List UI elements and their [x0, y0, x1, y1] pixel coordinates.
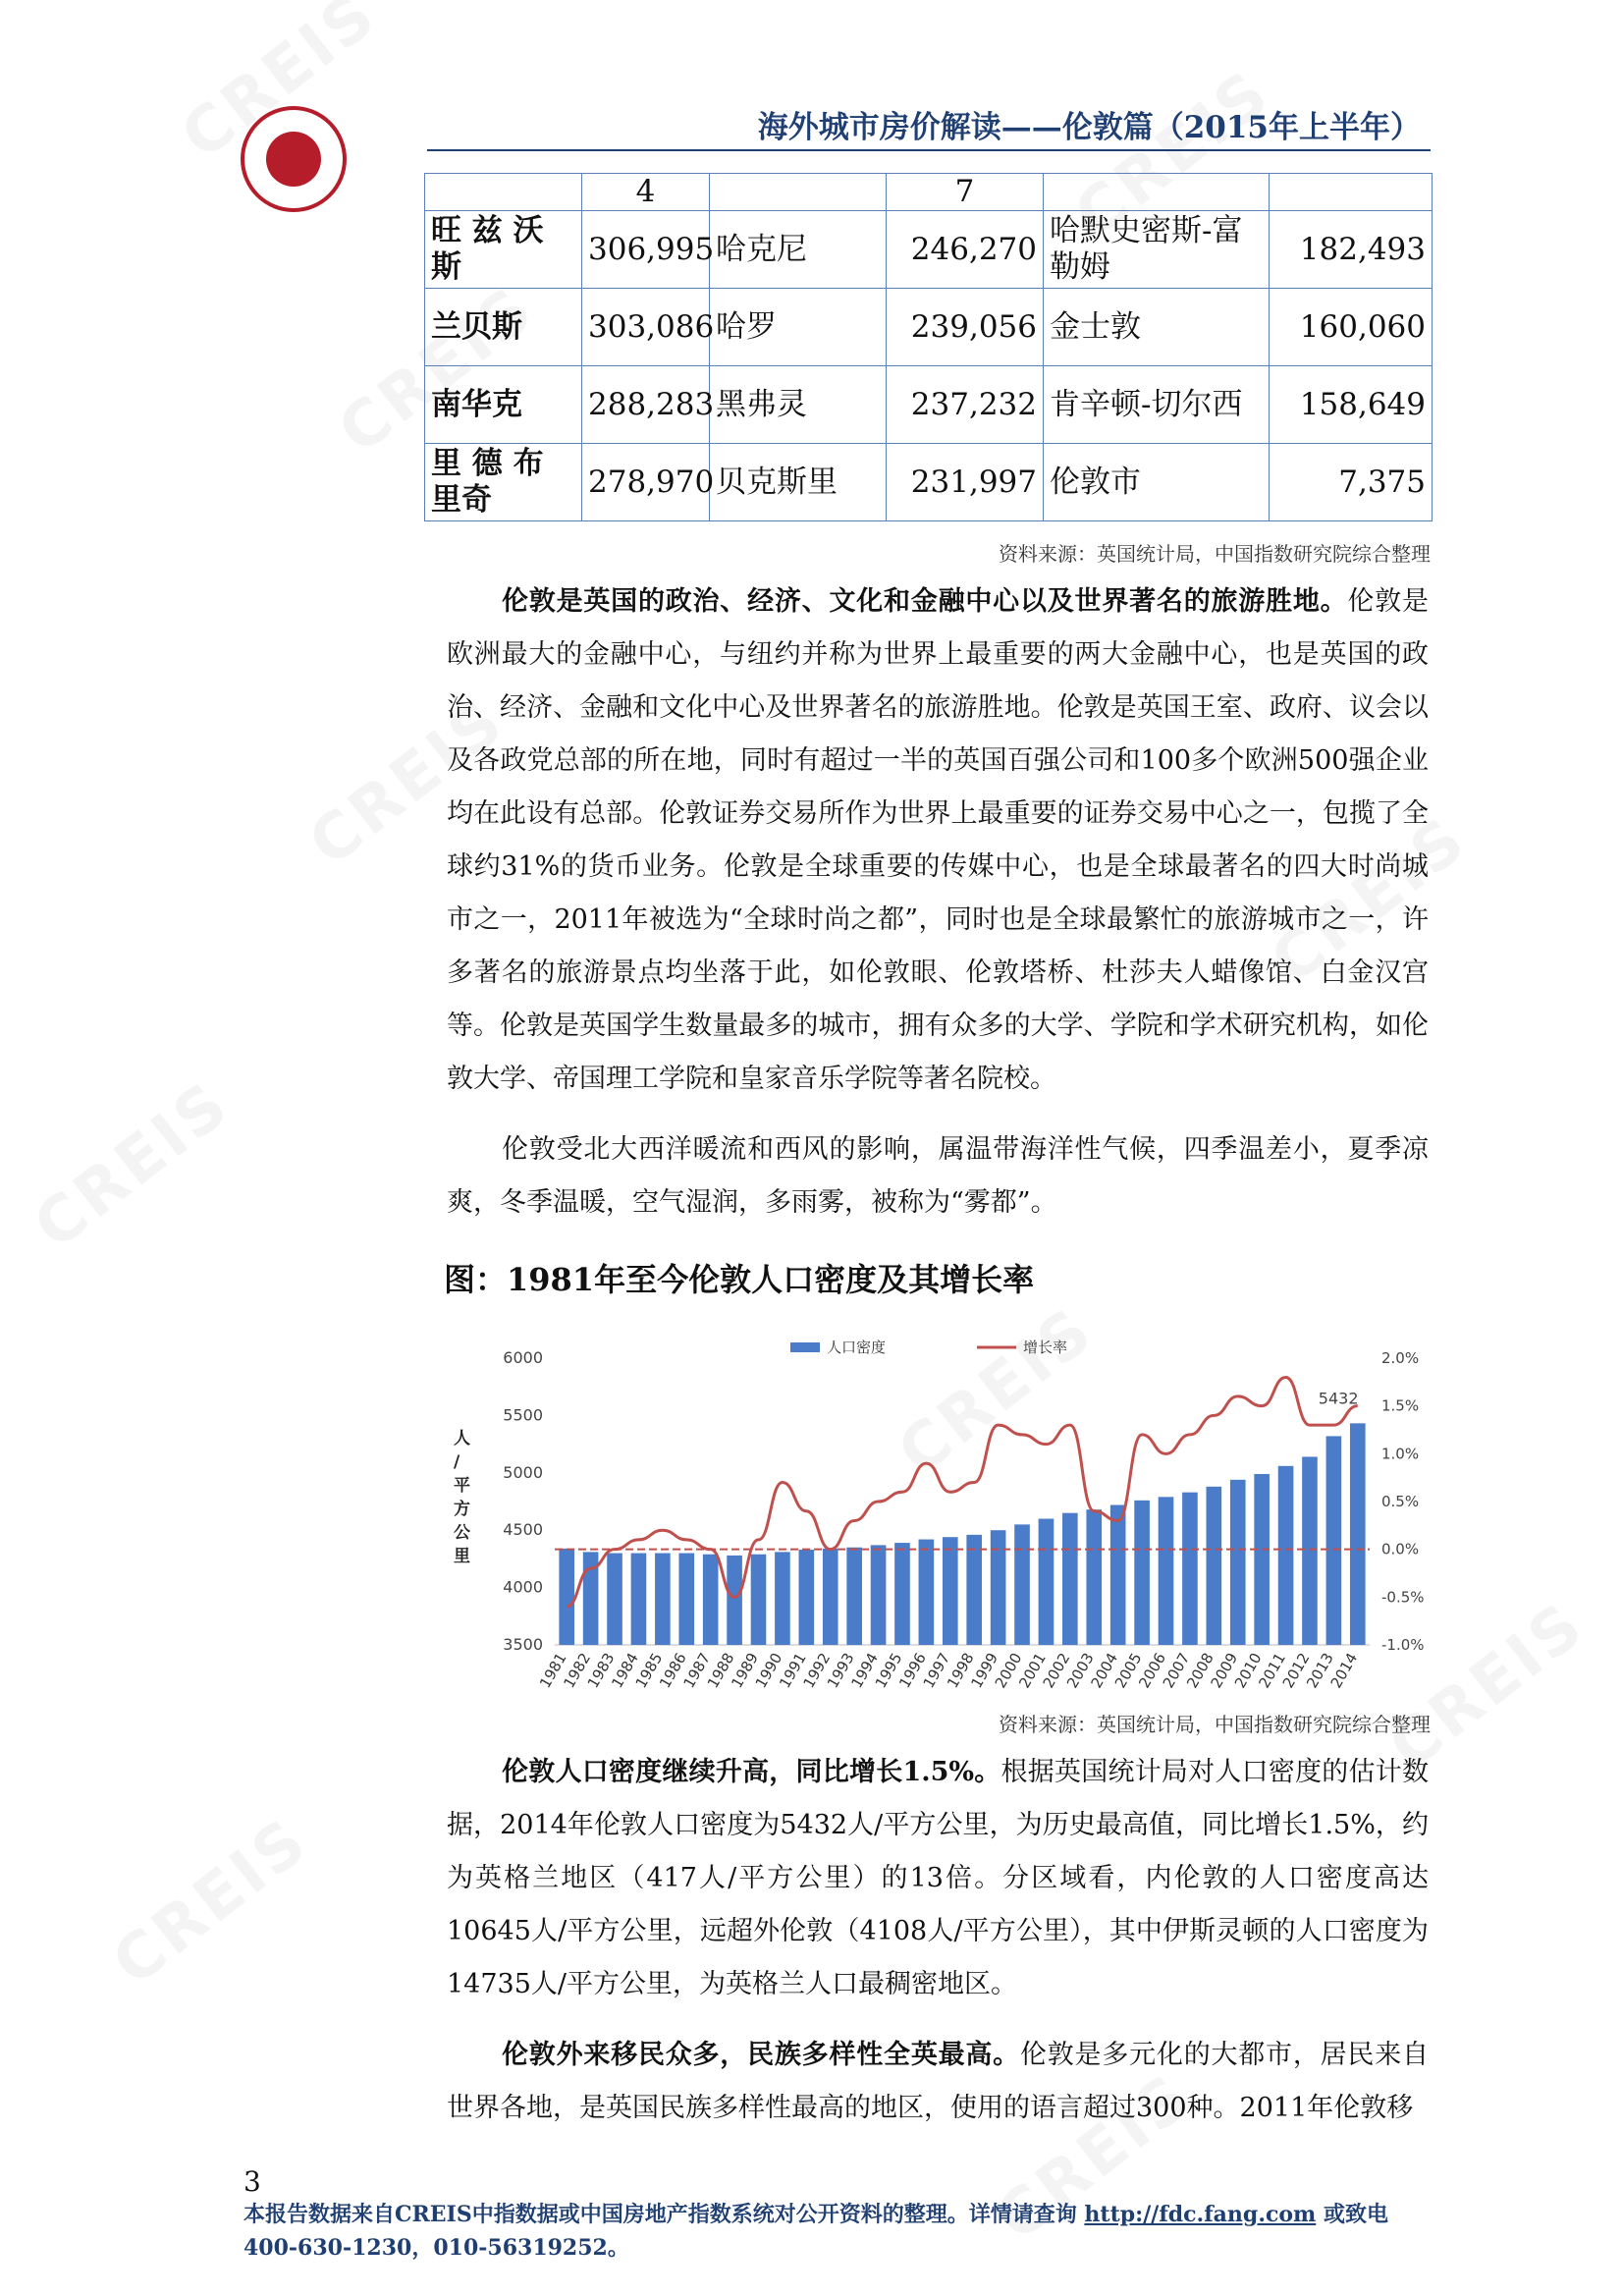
- population-cell: 231,997: [887, 444, 1044, 521]
- population-cell: 160,060: [1270, 289, 1433, 366]
- density-bar: [775, 1552, 790, 1645]
- year-tick-label: 1983: [583, 1650, 619, 1692]
- borough-name-cell: 兰贝斯: [425, 289, 582, 366]
- density-bar: [1302, 1456, 1318, 1645]
- density-bar: [1134, 1501, 1150, 1645]
- right-tick-label: 2.0%: [1381, 1349, 1420, 1367]
- density-bar: [894, 1543, 910, 1645]
- population-density-chart: [432, 1321, 1453, 1733]
- density-bar: [727, 1556, 742, 1645]
- paragraph-population: [447, 1746, 1429, 2011]
- density-bar: [1110, 1505, 1126, 1645]
- year-tick-label: 2000: [991, 1650, 1026, 1692]
- watermark: [22, 1067, 244, 1264]
- borough-name-cell: 旺 兹 沃 斯: [425, 211, 582, 289]
- density-bar: [751, 1555, 767, 1645]
- left-tick-label: 6000: [503, 1348, 543, 1367]
- borough-name-cell: 哈克尼: [710, 211, 887, 289]
- population-cell: [1270, 174, 1433, 211]
- right-tick-label: 0.5%: [1381, 1493, 1420, 1510]
- population-cell: 278,970: [582, 444, 710, 521]
- paragraph-body: 伦敦是欧洲最大的金融中心，与纽约并称为世界上最重要的两大金融中心，也是英国的政治、经济、金融和文化中心及世界著名的旅游胜地。伦敦是英国王室、政府、议会以及各政党总部的所在地，同时有超过一半的英国百强公司和100多个欧洲500强企业均在此设有总部。伦敦证券交易所作为世界上最重要的证券交易中心之一，包揽了全球约31%的货币业务。伦敦是全球重要的传媒中心，也是全球最著名的四大时尚城市之一，2011年被选为“全球时尚之都”，同时也是全球最繁忙的旅游城市之一，许多著名的旅游景点均坐落于此，如伦敦眼、伦敦塔桥、杜莎夫人蜡像馆、白金汉宫等。伦敦是英国学生数量最多的城市，拥有众多的大学、学院和学术研究机构，如伦敦大学、帝国理工学院和皇家音乐学院等著名院校。: [447, 586, 1430, 1094]
- table-row: [425, 444, 1433, 521]
- density-bar: [1207, 1487, 1222, 1645]
- density-bar: [678, 1554, 694, 1645]
- year-tick-label: 1988: [703, 1650, 738, 1692]
- population-cell: 182,493: [1270, 211, 1433, 289]
- borough-name-cell: [710, 174, 887, 211]
- borough-name-cell: 肯辛顿-切尔西: [1044, 366, 1270, 444]
- table-row: [425, 174, 1433, 211]
- right-tick-label: 0.0%: [1381, 1540, 1420, 1558]
- year-tick-label: 1998: [943, 1650, 978, 1692]
- borough-name-cell: [425, 174, 582, 211]
- year-tick-label: 1997: [919, 1650, 954, 1692]
- y-axis-label: /: [454, 1452, 460, 1472]
- year-tick-label: 2008: [1183, 1650, 1217, 1692]
- year-tick-label: 1990: [751, 1650, 786, 1692]
- right-tick-label: -1.0%: [1381, 1636, 1425, 1654]
- y-axis-label: 平: [454, 1476, 470, 1496]
- footer-text: 本报告数据来自CREIS中指数据或中国房地产指数系统对公开资料的整理。详情请查询: [243, 2202, 1077, 2227]
- density-bar: [799, 1550, 815, 1645]
- y-axis-label: 公: [454, 1523, 470, 1543]
- table-source: 资料来源：英国统计局，中国指数研究院综合整理: [999, 542, 1431, 566]
- footer-link[interactable]: http://fdc.fang.com: [1084, 2202, 1317, 2227]
- density-bar: [1014, 1524, 1030, 1645]
- legend-density-swatch: [790, 1342, 820, 1352]
- population-cell: 246,270: [887, 211, 1044, 289]
- paragraph-lead: 伦敦外来移民众多，民族多样性全英最高。: [502, 2040, 1020, 2070]
- header-rule: [427, 149, 1431, 151]
- borough-name-cell: 金士敦: [1044, 289, 1270, 366]
- borough-name-cell: 哈默史密斯-富勒姆: [1044, 211, 1270, 289]
- population-cell: 303,086: [582, 289, 710, 366]
- paragraph-london-overview: [447, 575, 1429, 1106]
- table-row: [425, 289, 1433, 366]
- page-number: 3: [243, 2165, 261, 2198]
- year-tick-label: 1985: [631, 1650, 667, 1692]
- year-tick-label: 2002: [1039, 1650, 1074, 1692]
- institute-logo: [241, 106, 347, 212]
- year-tick-label: 1981: [535, 1650, 570, 1692]
- legend-growth-label: 增长率: [1023, 1339, 1068, 1356]
- right-tick-label: 1.5%: [1381, 1396, 1420, 1415]
- borough-name-cell: 南华克: [425, 366, 582, 444]
- left-tick-label: 5000: [503, 1462, 543, 1482]
- density-bar: [871, 1545, 887, 1645]
- year-tick-label: 2012: [1278, 1650, 1314, 1692]
- borough-name-cell: 黑弗灵: [710, 366, 887, 444]
- year-tick-label: 2001: [1015, 1650, 1050, 1692]
- population-cell: 237,232: [887, 366, 1044, 444]
- density-bar: [919, 1540, 935, 1645]
- borough-name-cell: 里 德 布 里奇: [425, 444, 582, 521]
- paragraph-lead: 伦敦人口密度继续升高，同比增长1.5%。: [502, 1757, 1001, 1787]
- year-tick-label: 2013: [1303, 1650, 1337, 1692]
- density-bar: [1086, 1509, 1102, 1645]
- density-bar: [559, 1549, 574, 1645]
- density-bar: [1326, 1436, 1342, 1645]
- year-tick-label: 1996: [895, 1650, 930, 1692]
- footer-note: [243, 2198, 1436, 2265]
- right-tick-label: -0.5%: [1381, 1588, 1425, 1607]
- borough-name-cell: [1044, 174, 1270, 211]
- left-tick-label: 4500: [503, 1520, 543, 1540]
- population-cell: 4: [582, 174, 710, 211]
- density-bar: [703, 1555, 719, 1645]
- density-bar: [1278, 1466, 1294, 1645]
- population-cell: 7,375: [1270, 444, 1433, 521]
- year-tick-label: 2009: [1207, 1650, 1242, 1692]
- paragraph-body: 伦敦是多元化的大都市，居民来自世界各地，是英国民族多样性最高的地区，使用的语言超过300种。2011年伦敦移: [447, 2040, 1429, 2123]
- legend-density-label: 人口密度: [827, 1339, 887, 1356]
- paragraph-immigration: [447, 2029, 1429, 2135]
- year-tick-label: 2004: [1087, 1650, 1122, 1692]
- density-bar: [631, 1554, 647, 1645]
- page-header: 海外城市房价解读——伦敦篇（2015年上半年）: [757, 110, 1421, 145]
- density-bar: [991, 1530, 1006, 1645]
- density-bar: [823, 1549, 838, 1645]
- left-tick-label: 3500: [503, 1635, 543, 1654]
- year-tick-label: 2014: [1326, 1650, 1362, 1692]
- density-bar: [607, 1554, 622, 1645]
- density-bar: [966, 1535, 982, 1645]
- year-tick-label: 2003: [1063, 1650, 1098, 1692]
- watermark: [100, 1804, 323, 2000]
- footer-contact: 或致电400-630-1230，010-56319252。: [243, 2202, 1389, 2261]
- density-bar: [1062, 1513, 1078, 1645]
- paragraph-body: 根据英国统计局对人口密度的估计数据，2014年伦敦人口密度为5432人/平方公里，为历史最高值，同比增长1.5%，约为英格兰地区（417人/平方公里）的13倍。分区域看，内伦敦的人口密度高达10645人/平方公里，远超外伦敦（4108人/平方公里），其中伊斯灵顿的人口密度为14735人/平方公里，为英格兰人口最稠密地区。: [447, 1757, 1429, 1999]
- borough-name-cell: 贝克斯里: [710, 444, 887, 521]
- year-tick-label: 1991: [776, 1650, 810, 1692]
- population-cell: 239,056: [887, 289, 1044, 366]
- population-cell: 158,649: [1270, 366, 1433, 444]
- year-tick-label: 2007: [1159, 1650, 1194, 1692]
- density-bar: [655, 1554, 671, 1645]
- density-bar: [943, 1537, 958, 1645]
- population-cell: 7: [887, 174, 1044, 211]
- y-axis-label: 人: [454, 1429, 470, 1449]
- density-bar: [1350, 1423, 1366, 1645]
- density-bar: [1254, 1474, 1270, 1645]
- year-tick-label: 2011: [1255, 1650, 1290, 1692]
- year-tick-label: 1999: [967, 1650, 1002, 1692]
- paragraph-climate: 伦敦受北大西洋暖流和西风的影响，属温带海洋性气候，四季温差小，夏季凉爽，冬季温暖，空气湿润，多雨雾，被称为“雾都”。: [447, 1134, 1429, 1218]
- year-tick-label: 1995: [871, 1650, 906, 1692]
- year-tick-label: 1984: [608, 1650, 642, 1692]
- table-row: [425, 366, 1433, 444]
- borough-name-cell: 伦敦市: [1044, 444, 1270, 521]
- chart-source: 资料来源：英国统计局，中国指数研究院综合整理: [999, 1713, 1431, 1736]
- left-tick-label: 4000: [503, 1577, 543, 1597]
- borough-name-cell: 哈罗: [710, 289, 887, 366]
- year-tick-label: 1989: [728, 1650, 762, 1692]
- table-row: [425, 211, 1433, 289]
- density-bar: [1230, 1480, 1246, 1645]
- population-cell: 306,995: [582, 211, 710, 289]
- figure-title: 图：1981年至今伦敦人口密度及其增长率: [444, 1261, 1035, 1298]
- peak-annotation: 5432: [1318, 1389, 1359, 1408]
- year-tick-label: 1993: [823, 1650, 858, 1692]
- y-axis-label: 方: [454, 1500, 470, 1519]
- population-cell: 288,283: [582, 366, 710, 444]
- right-tick-label: 1.0%: [1381, 1445, 1420, 1463]
- density-bar: [1039, 1519, 1054, 1645]
- year-tick-label: 1987: [679, 1650, 715, 1692]
- left-tick-label: 5500: [503, 1405, 543, 1425]
- year-tick-label: 2005: [1110, 1650, 1146, 1692]
- year-tick-label: 1994: [847, 1650, 883, 1692]
- density-bar: [1159, 1497, 1174, 1645]
- y-axis-label: 里: [454, 1547, 470, 1566]
- year-tick-label: 1986: [656, 1650, 690, 1692]
- year-tick-label: 1992: [799, 1650, 835, 1692]
- density-bar: [1182, 1493, 1198, 1645]
- paragraph-lead: 伦敦是英国的政治、经济、文化和金融中心以及世界著名的旅游胜地。: [502, 586, 1348, 617]
- year-tick-label: 2006: [1135, 1650, 1169, 1692]
- year-tick-label: 2010: [1230, 1650, 1266, 1692]
- borough-table: [424, 173, 1433, 521]
- year-tick-label: 1982: [560, 1650, 595, 1692]
- density-bar: [846, 1548, 862, 1645]
